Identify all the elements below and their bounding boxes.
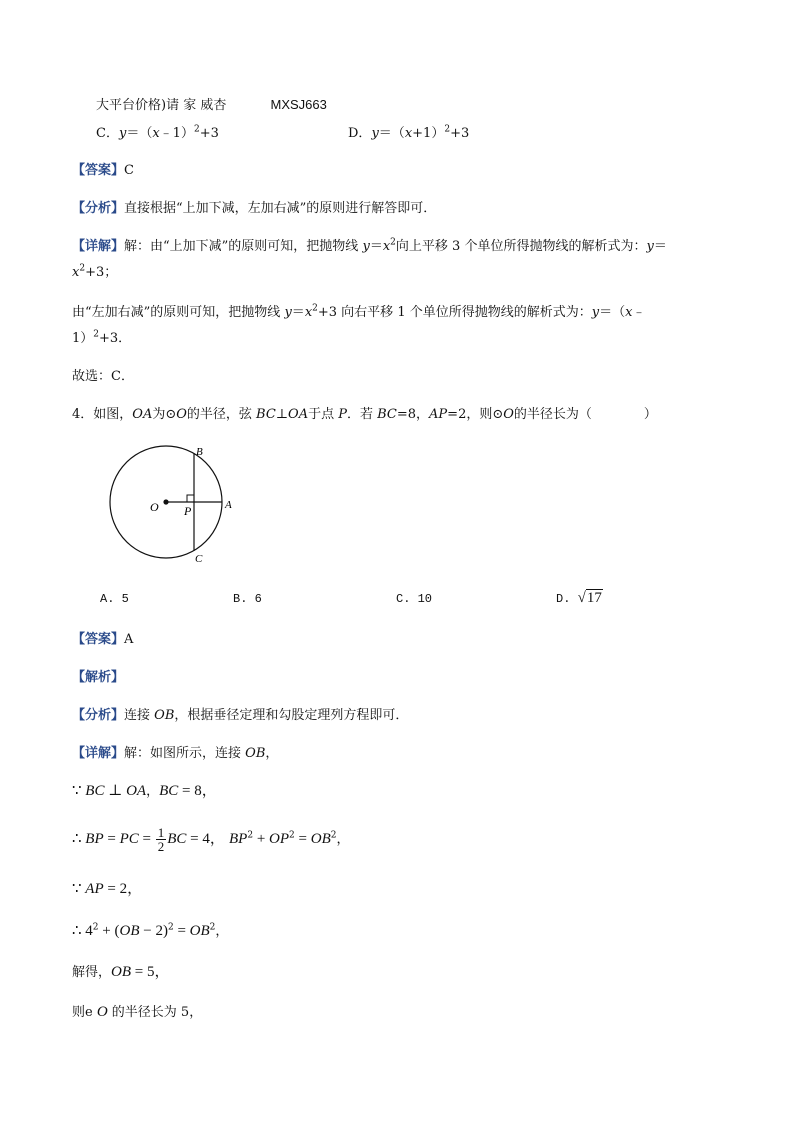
detail-text: 1） [72,331,94,346]
option-c-tail: +3 [199,126,219,141]
label-a: A [225,499,232,511]
option-c-label: C． [96,126,119,141]
equals: ＝ [653,239,667,254]
center-point [163,499,168,504]
math-var: OB [310,831,331,847]
stem-var: O [176,407,187,422]
detail-var: OB [245,746,266,761]
step-4 [72,922,228,941]
q4-option-c: C. 10 [396,592,433,606]
q3-detail-line-1 [72,238,667,256]
math-var: BP [229,831,248,847]
analysis-label: 【分析】 [72,201,125,216]
math-var: PC [119,831,139,847]
symbol: ∵ [72,783,86,799]
step-5 [72,963,169,982]
option-c-y: y [118,126,127,141]
step-3 [72,880,142,899]
circle-figure [100,438,250,570]
q4-option-d [556,590,603,607]
math-punct: ， [215,924,229,939]
stem-text: =8， [396,407,430,422]
option-d-y: y [371,126,379,141]
math-op: = 4， [186,831,225,847]
detail-text: 解：由“上加下减”的原则可知，把抛物线 [124,239,363,254]
analysis-text: 直接根据“上加下减，左加右减”的原则进行解答即可． [124,201,437,216]
q4-answer [72,631,133,649]
math-var: BC [167,831,187,847]
var-y: y [284,305,292,320]
stem-text: 的半径，弦 [186,407,257,422]
option-c-eq: ＝（ [126,126,153,141]
sup-2: 2 [93,329,100,340]
math-op: + ( [98,923,120,939]
sup: 2 [247,830,254,841]
q3-choose [72,368,134,386]
answer-label: 【答案】 [72,163,125,178]
math-op: + [253,831,270,847]
var-y: y [362,239,370,254]
math-op: − 2) [139,923,168,939]
sup: 2 [330,830,337,841]
fraction-den: 2 [157,839,165,854]
stem-text: 的半径长为（ ） [513,407,657,422]
math-punct: ， [336,832,350,847]
choose-text: 故选：C． [72,369,134,384]
option-d-tail: +3 [450,126,470,141]
option-d-label: D. [556,592,578,606]
detail-text: ， [265,746,279,761]
var-x: x [72,265,80,280]
q3-detail-line-2 [72,264,117,282]
var-y: y [591,305,600,320]
q3-option-d [348,125,469,143]
stem-text: 于点 [308,407,339,422]
stem-var: O [503,407,514,422]
header-text: 大平台价格)请 家 威杏 [96,98,227,113]
q3-analysis [72,200,436,218]
math-var: BC [159,783,179,799]
option-c-x: x [152,126,160,141]
answer-value: A [124,632,134,647]
label-p: P [184,504,192,518]
q4-stem [72,406,657,424]
detail-text: ＝ [369,239,383,254]
analysis-var: OB [154,708,175,723]
fraction-num: 1 [157,825,165,840]
stem-text: ．若 [346,407,378,422]
math-op: = [173,923,190,939]
option-c-rest: ﹣1） [159,126,194,141]
header-code: MXSJ663 [270,97,327,112]
label-c: C [195,553,203,565]
answer-label: 【答案】 [72,632,125,647]
q3-detail-line-4 [72,330,131,348]
math-op: = [138,831,155,847]
fraction-half [156,826,167,853]
step-text: 则e [72,1005,97,1020]
stem-var: OA [132,407,153,422]
var-x: x [625,305,633,320]
step-6 [72,1003,202,1022]
math-op: = 2， [103,881,143,897]
math-num: 4 [85,923,93,939]
option-d-eq: ＝（ [378,126,405,141]
math-var: OA [126,783,147,799]
step-text: 的半径长为 5， [107,1005,203,1020]
detail-text: +3． [99,331,132,346]
symbol: ∵ [72,881,86,897]
label-o: O [150,500,159,514]
math-punct: ， [146,784,160,799]
sup: 2 [167,922,174,933]
stem-text: =2，则⊙ [447,407,504,422]
sup-2: 2 [312,303,318,314]
math-var: BC [85,783,105,799]
q4-detail [72,745,278,763]
var-x: x [304,305,313,320]
detail-text: +3； [85,265,118,280]
detail-text: +3 向右平移 1 个单位所得抛物线的解析式为： [317,305,592,320]
analysis-text: ，根据垂径定理和勾股定理列方程即可． [174,708,409,723]
sqrt-17: √17 [577,590,602,606]
q3-detail-line-3 [72,304,645,322]
math-var: OB [111,964,132,980]
math-op: = [294,831,311,847]
symbol: ∴ [72,831,86,847]
detail-label: 【详解】 [72,239,125,254]
sup-2: 2 [79,263,86,274]
option-d-sup: 2 [444,124,451,135]
sup: 2 [209,922,216,933]
stem-var: OA [288,407,309,422]
symbol: ∴ [72,923,86,939]
detail-text: ＝ [291,305,305,320]
q4-option-b: B. 6 [233,592,262,606]
analysis-label: 【分析】 [72,708,125,723]
detail-text: ＝（ [599,305,626,320]
math-var: OP [269,831,290,847]
stem-text: ⊥ [275,407,289,422]
step-1 [72,782,217,801]
var-y: y [646,239,654,254]
sup: 2 [92,922,99,933]
math-op: ⊥ [104,783,127,799]
stem-var: P [338,407,347,422]
step-text: 解得， [72,965,112,980]
label-b: B [196,446,203,458]
q3-answer [72,162,134,180]
header-line [96,96,327,115]
detail-label: 【详解】 [72,746,125,761]
option-d-label: D． [348,126,372,141]
right-angle-mark [187,495,194,502]
detail-text: 向上平移 3 个单位所得抛物线的解析式为： [395,239,647,254]
math-var: AP [85,881,104,897]
math-var: OB [189,923,210,939]
step-2 [72,826,350,853]
stem-text: 4．如图， [72,407,133,422]
stem-text: 为⊙ [152,407,177,422]
math-op: = 5， [131,964,170,980]
analysis-text: 连接 [124,708,155,723]
math-var: BP [85,831,104,847]
answer-value: C [124,163,134,178]
stem-var: AP [429,407,448,422]
q4-analysis [72,707,408,725]
jiexi-label: 【解析】 [72,670,125,685]
stem-var: BC [377,407,397,422]
var-x: x [382,239,391,254]
detail-text: 由“左加右减”的原则可知，把抛物线 [72,305,285,320]
option-c-sup: 2 [193,124,200,135]
math-var: O [96,1004,108,1020]
math-op: = [103,831,120,847]
sup-2: 2 [390,237,396,248]
detail-text: 解：如图所示，连接 [124,746,246,761]
q4-option-a: A. 5 [100,592,129,606]
q4-jiexi [72,669,124,687]
math-var: OB [119,923,140,939]
radicand: 17 [586,590,602,606]
detail-text: ﹣ [632,305,646,320]
option-d-x: x [404,126,413,141]
sup: 2 [289,830,295,841]
option-d-rest: +1） [412,126,445,141]
math-op: = 8， [178,783,217,799]
q3-option-c [96,125,219,143]
stem-var: BC [256,407,276,422]
